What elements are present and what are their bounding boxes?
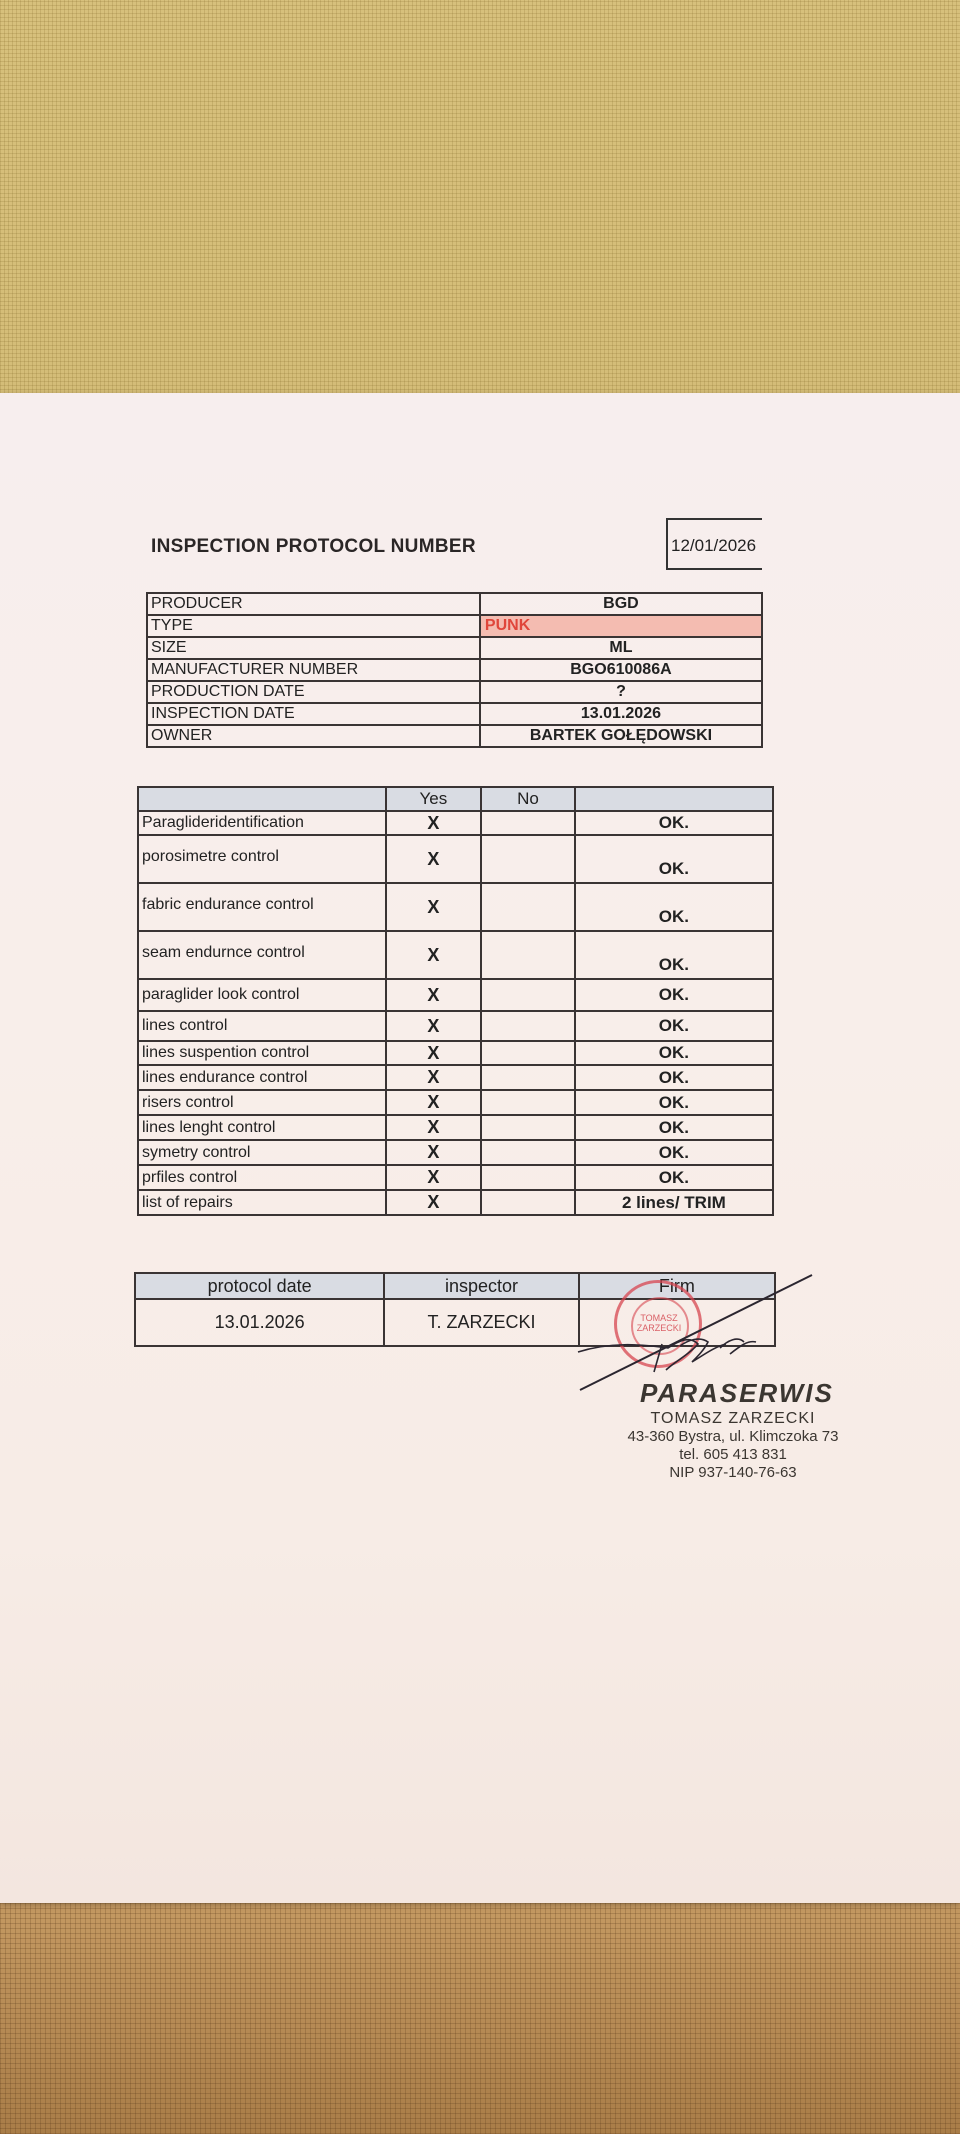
info-row-inspection-date [147, 703, 762, 725]
check-yes: X [386, 1011, 482, 1041]
info-label: OWNER [147, 725, 480, 747]
check-row [138, 1041, 773, 1065]
check-item: prfiles control [138, 1165, 386, 1190]
check-yes: X [386, 931, 482, 979]
check-item: list of repairs [138, 1190, 386, 1215]
check-no [481, 1065, 575, 1090]
info-row-size [147, 637, 762, 659]
check-result: OK. [575, 979, 773, 1011]
check-no [481, 883, 575, 931]
check-row [138, 931, 773, 979]
check-yes: X [386, 835, 482, 883]
fabric-background-bottom [0, 1895, 960, 2134]
check-row [138, 811, 773, 835]
stamp-text: TOMASZ ZARZECKI [636, 1313, 682, 1333]
check-result: OK. [575, 883, 773, 931]
info-row-producer [147, 593, 762, 615]
protocol-date-value: 13.01.2026 [135, 1299, 384, 1346]
check-item: Paraglideridentification [138, 811, 386, 835]
check-item: fabric endurance control [138, 883, 386, 931]
inspection-checks-table [137, 786, 774, 1216]
check-no [481, 979, 575, 1011]
check-no [481, 1115, 575, 1140]
info-row-manufacturer-number [147, 659, 762, 681]
check-result: OK. [575, 835, 773, 883]
check-row [138, 1115, 773, 1140]
check-result: OK. [575, 1011, 773, 1041]
info-label: PRODUCER [147, 593, 480, 615]
info-value: BARTEK GOŁĘDOWSKI [480, 725, 762, 747]
check-result: OK. [575, 1065, 773, 1090]
check-item: lines endurance control [138, 1065, 386, 1090]
check-no [481, 1190, 575, 1215]
header-yes: Yes [386, 787, 482, 811]
check-row [138, 979, 773, 1011]
check-item: symetry control [138, 1140, 386, 1165]
check-yes: X [386, 1165, 482, 1190]
check-no [481, 1165, 575, 1190]
check-row [138, 1090, 773, 1115]
check-result: OK. [575, 811, 773, 835]
checks-header-row [138, 787, 773, 811]
check-yes: X [386, 811, 482, 835]
check-yes: X [386, 979, 482, 1011]
check-row [138, 1140, 773, 1165]
firm-stamp-phone: tel. 605 413 831 [679, 1446, 787, 1463]
info-label: MANUFACTURER NUMBER [147, 659, 480, 681]
info-row-production-date [147, 681, 762, 703]
check-result: OK. [575, 1090, 773, 1115]
header-protocol-date: protocol date [135, 1273, 384, 1299]
check-result: OK. [575, 1140, 773, 1165]
check-row [138, 1011, 773, 1041]
check-yes: X [386, 1140, 482, 1165]
info-label: SIZE [147, 637, 480, 659]
check-result: OK. [575, 931, 773, 979]
info-value: BGO610086A [480, 659, 762, 681]
check-yes: X [386, 1090, 482, 1115]
check-item: paraglider look control [138, 979, 386, 1011]
check-row [138, 1065, 773, 1090]
header-inspector: inspector [384, 1273, 579, 1299]
check-item: risers control [138, 1090, 386, 1115]
check-item: porosimetre control [138, 835, 386, 883]
check-item: seam endurnce control [138, 931, 386, 979]
info-label: INSPECTION DATE [147, 703, 480, 725]
check-item: lines suspention control [138, 1041, 386, 1065]
firm-stamp-owner: TOMASZ ZARZECKI [650, 1410, 816, 1427]
check-no [481, 1041, 575, 1065]
check-yes: X [386, 1041, 482, 1065]
check-yes: X [386, 1115, 482, 1140]
firm-stamp-nip: NIP 937-140-76-63 [669, 1464, 797, 1481]
device-info-table [146, 592, 763, 748]
firm-stamp-address: 43-360 Bystra, ul. Klimczoka 73 [627, 1428, 839, 1445]
info-value: ML [480, 637, 762, 659]
check-no [481, 1140, 575, 1165]
check-item: lines lenght control [138, 1115, 386, 1140]
check-no [481, 811, 575, 835]
check-result: OK. [575, 1041, 773, 1065]
check-no [481, 1011, 575, 1041]
check-no [481, 931, 575, 979]
info-value: ? [480, 681, 762, 703]
info-label: TYPE [147, 615, 480, 637]
check-yes: X [386, 1190, 482, 1215]
document-title: INSPECTION PROTOCOL NUMBER [151, 536, 476, 557]
info-value: 13.01.2026 [480, 703, 762, 725]
check-yes: X [386, 1065, 482, 1090]
protocol-number-box: 12/01/2026 [666, 518, 762, 570]
info-row-owner [147, 725, 762, 747]
check-result: 2 lines/ TRIM [575, 1190, 773, 1215]
firm-stamp-name: PARASERWIS [640, 1378, 834, 1408]
check-no [481, 835, 575, 883]
info-label: PRODUCTION DATE [147, 681, 480, 703]
check-yes: X [386, 883, 482, 931]
check-item: lines control [138, 1011, 386, 1041]
header-result [575, 787, 773, 811]
info-value-highlighted: PUNK [480, 615, 762, 637]
header-item [138, 787, 386, 811]
inspector-value: T. ZARZECKI [384, 1299, 579, 1346]
check-row [138, 1190, 773, 1215]
check-result: OK. [575, 1115, 773, 1140]
info-row-type [147, 615, 762, 637]
check-row [138, 883, 773, 931]
check-row [138, 1165, 773, 1190]
check-no [481, 1090, 575, 1115]
check-row [138, 835, 773, 883]
header-no: No [481, 787, 575, 811]
check-result: OK. [575, 1165, 773, 1190]
info-value: BGD [480, 593, 762, 615]
header-firm: Firm [579, 1273, 775, 1299]
